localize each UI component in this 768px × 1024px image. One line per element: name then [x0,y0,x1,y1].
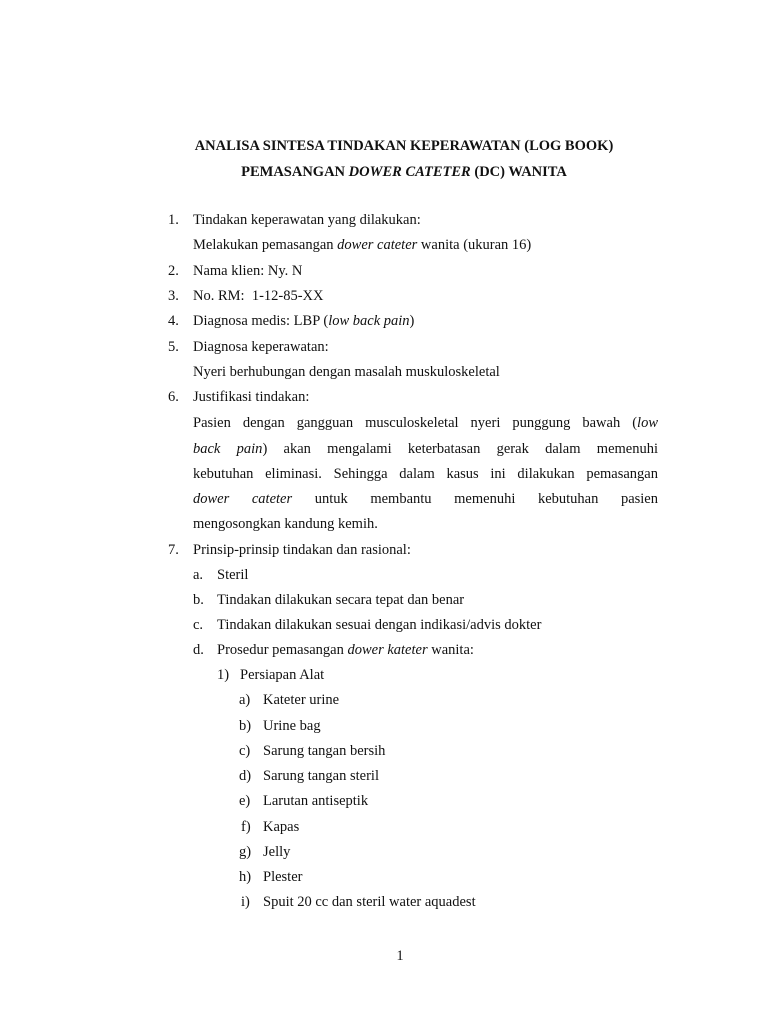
subtitle-pre: PEMASANGAN [241,164,349,180]
tool-item: Sarung tangan steril [263,768,379,784]
item-1-number: 1. [168,212,179,228]
tool-number: f) [241,819,251,835]
principle-d-post: wanita: [427,642,474,658]
justification-2-em: back pain [193,441,263,457]
principle-d-pre: Prosedur pemasangan [217,642,348,658]
document-title: ANALISA SINTESA TINDAKAN KEPERAWATAN (LOG BOOK) [194,138,614,154]
principle-d-number: d. [193,642,204,658]
procedure-1-number: 1) [217,667,230,683]
item-4-post: ) [409,313,415,329]
tool-item: Plester [263,869,303,885]
item-1-label: Tindakan keperawatan yang dilakukan: [193,212,421,228]
item-7-number: 7. [168,542,179,558]
justification-line-4 [193,490,658,508]
tool-number: h) [239,869,252,885]
tool-number: i) [241,894,250,910]
item-3-number: 3. [168,288,179,304]
principle-a-text: Steril [217,567,249,583]
procedure-1-text: Persiapan Alat [240,667,325,683]
document-subtitle [0,164,768,181]
item-1-detail-pre: Melakukan pemasangan [193,237,338,253]
item-4-number: 4. [168,313,179,329]
item-1-detail [193,236,531,254]
justification-line-1 [193,414,658,432]
item-1-detail-em: dower cateter [337,237,418,253]
item-4-text [193,312,414,330]
item-2-number: 2. [168,263,179,279]
item-2-text: Nama klien: Ny. N [193,263,303,279]
tool-number: c) [239,743,251,759]
tool-item: Kapas [263,819,300,835]
item-6-number: 6. [168,389,179,405]
item-5-detail: Nyeri berhubungan dengan masalah muskuloskeletal [193,364,500,380]
tool-number: a) [239,692,251,708]
tool-item: Kateter urine [263,692,340,708]
item-6-label: Justifikasi tindakan: [193,389,310,405]
tool-item: Urine bag [263,718,321,734]
tool-number: b) [239,718,252,734]
principle-d-em: dower kateter [347,642,428,658]
principle-b-number: b. [193,592,204,608]
justification-line-3: kebutuhan eliminasi. Sehingga dalam kasus ini dilakukan pemasangan [193,466,658,482]
justification-line-5: mengosongkan kandung kemih. [193,516,378,532]
tool-number: g) [239,844,252,860]
justification-1-em: low [637,415,658,431]
item-7-label: Prinsip-prinsip tindakan dan rasional: [193,542,411,558]
principle-a-number: a. [193,567,204,583]
item-5-label: Diagnosa keperawatan: [193,339,329,355]
item-3-text: No. RM: 1-12-85-XX [193,288,324,304]
justification-1-text: Pasien dengan gangguan musculoskeletal nyeri punggung bawah ( [193,415,638,431]
principle-d-text [217,641,474,659]
item-4-em: low back pain [328,313,410,329]
item-1-detail-post: wanita (ukuran 16) [417,237,532,253]
tool-item: Sarung tangan bersih [263,743,386,759]
justification-2-text: ) akan mengalami keterbatasan gerak dalam memenuhi [262,441,659,457]
principle-c-text: Tindakan dilakukan sesuai dengan indikasi/advis dokter [217,617,542,633]
tool-number: d) [239,768,252,784]
subtitle-post: (DC) WANITA [470,164,567,180]
page-number: 1 [396,948,404,964]
tool-number: e) [239,793,251,809]
justification-4-text: untuk membantu memenuhi kebutuhan pasien [292,491,658,507]
tool-item: Jelly [263,844,291,860]
tool-item: Larutan antiseptik [263,793,369,809]
justification-4-em: dower cateter [193,491,293,507]
subtitle-em: DOWER CATETER [348,164,471,180]
item-4-pre: Diagnosa medis: LBP ( [193,313,329,329]
principle-b-text: Tindakan dilakukan secara tepat dan benar [217,592,465,608]
tool-item: Spuit 20 cc dan steril water aquadest [263,894,476,910]
justification-line-2 [193,440,658,458]
principle-c-number: c. [193,617,204,633]
item-5-number: 5. [168,339,179,355]
